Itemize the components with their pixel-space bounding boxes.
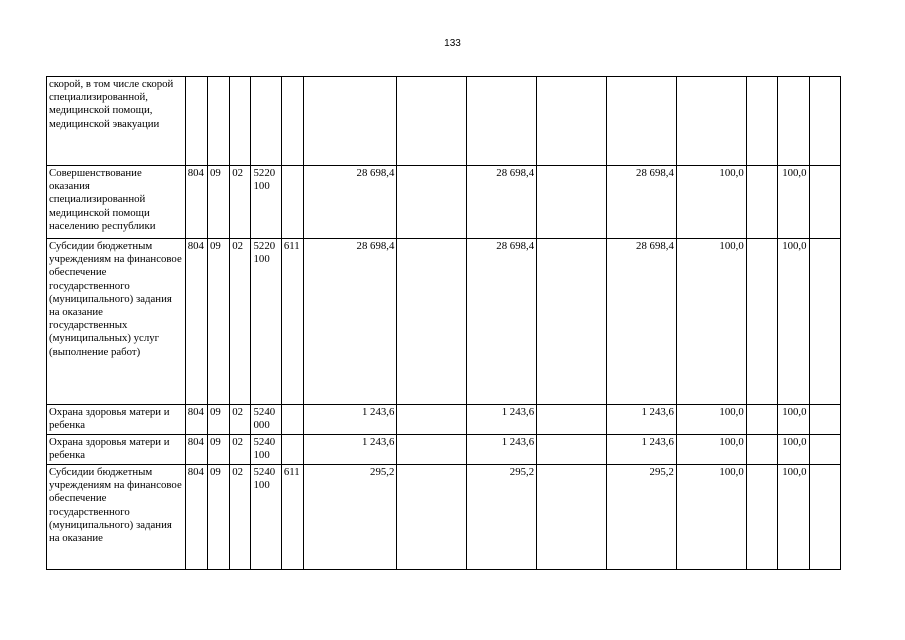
expense-code	[281, 77, 303, 166]
empty-cell	[537, 166, 607, 239]
row-name: Совершенствование оказания специализированной медицинской помощи населению республики	[47, 166, 186, 239]
row-name: Субсидии бюджетным учреждениям на финансовое обеспечение государственного (муниципального) задания на оказание государственных (муниципальных) услуг (выполнение работ)	[47, 239, 186, 405]
percent-cell: 100,0	[778, 465, 809, 570]
amount-cell: 28 698,4	[467, 166, 537, 239]
subsection-code: 02	[230, 405, 250, 435]
amount-cell	[606, 77, 676, 166]
amount-cell: 28 698,4	[606, 239, 676, 405]
expense-code: 611	[281, 465, 303, 570]
page-number: 133	[444, 38, 461, 49]
ministry-code: 804	[185, 435, 207, 465]
section-code: 09	[208, 435, 230, 465]
target-code: 5240 100	[250, 465, 281, 570]
empty-cell	[397, 239, 467, 405]
empty-cell	[809, 166, 841, 239]
target-code: 5240 000	[250, 405, 281, 435]
target-code	[250, 77, 281, 166]
percent-cell	[778, 77, 809, 166]
empty-cell	[537, 405, 607, 435]
empty-cell	[746, 435, 777, 465]
row-name: Охрана здоровья матери и ребенка	[47, 405, 186, 435]
empty-cell	[809, 239, 841, 405]
amount-cell	[467, 77, 537, 166]
target-code: 5220 100	[250, 239, 281, 405]
target-code: 5220 100	[250, 166, 281, 239]
amount-cell: 28 698,4	[467, 239, 537, 405]
amount-cell: 1 243,6	[304, 405, 397, 435]
empty-cell	[537, 435, 607, 465]
amount-cell: 295,2	[304, 465, 397, 570]
percent-cell: 100,0	[676, 405, 746, 435]
budget-table	[46, 76, 841, 570]
empty-cell	[746, 77, 777, 166]
section-code: 09	[208, 405, 230, 435]
table-row	[47, 435, 841, 465]
percent-cell: 100,0	[778, 405, 809, 435]
amount-cell: 28 698,4	[606, 166, 676, 239]
section-code: 09	[208, 239, 230, 405]
empty-cell	[397, 435, 467, 465]
amount-cell: 1 243,6	[467, 435, 537, 465]
amount-cell: 1 243,6	[606, 405, 676, 435]
subsection-code: 02	[230, 239, 250, 405]
percent-cell: 100,0	[778, 239, 809, 405]
empty-cell	[809, 465, 841, 570]
expense-code: 611	[281, 239, 303, 405]
percent-cell: 100,0	[676, 465, 746, 570]
section-code	[208, 77, 230, 166]
ministry-code: 804	[185, 465, 207, 570]
empty-cell	[809, 77, 841, 166]
expense-code	[281, 166, 303, 239]
empty-cell	[397, 166, 467, 239]
percent-cell	[676, 77, 746, 166]
expense-code	[281, 405, 303, 435]
empty-cell	[746, 239, 777, 405]
empty-cell	[809, 435, 841, 465]
table-row	[47, 239, 841, 405]
amount-cell: 1 243,6	[304, 435, 397, 465]
amount-cell	[304, 77, 397, 166]
amount-cell: 295,2	[606, 465, 676, 570]
ministry-code: 804	[185, 166, 207, 239]
amount-cell: 28 698,4	[304, 166, 397, 239]
percent-cell: 100,0	[778, 435, 809, 465]
table-row	[47, 166, 841, 239]
subsection-code: 02	[230, 435, 250, 465]
amount-cell: 295,2	[467, 465, 537, 570]
percent-cell: 100,0	[676, 166, 746, 239]
section-code: 09	[208, 465, 230, 570]
amount-cell: 28 698,4	[304, 239, 397, 405]
empty-cell	[746, 465, 777, 570]
table-row	[47, 465, 841, 570]
section-code: 09	[208, 166, 230, 239]
percent-cell: 100,0	[676, 239, 746, 405]
table-row	[47, 77, 841, 166]
row-name: Субсидии бюджетным учреждениям на финансовое обеспечение государственного (муниципального) задания на оказание	[47, 465, 186, 570]
percent-cell: 100,0	[778, 166, 809, 239]
empty-cell	[746, 166, 777, 239]
target-code: 5240 100	[250, 435, 281, 465]
table-row	[47, 405, 841, 435]
empty-cell	[537, 239, 607, 405]
empty-cell	[537, 77, 607, 166]
expense-code	[281, 435, 303, 465]
empty-cell	[397, 465, 467, 570]
percent-cell: 100,0	[676, 435, 746, 465]
row-name: Охрана здоровья матери и ребенка	[47, 435, 186, 465]
empty-cell	[809, 405, 841, 435]
ministry-code	[185, 77, 207, 166]
row-name: скорой, в том числе скорой специализированной, медицинской помощи, медицинской эвакуации	[47, 77, 186, 166]
amount-cell: 1 243,6	[606, 435, 676, 465]
subsection-code: 02	[230, 465, 250, 570]
empty-cell	[537, 465, 607, 570]
empty-cell	[397, 405, 467, 435]
empty-cell	[397, 77, 467, 166]
subsection-code	[230, 77, 250, 166]
empty-cell	[746, 405, 777, 435]
amount-cell: 1 243,6	[467, 405, 537, 435]
subsection-code: 02	[230, 166, 250, 239]
ministry-code: 804	[185, 239, 207, 405]
ministry-code: 804	[185, 405, 207, 435]
